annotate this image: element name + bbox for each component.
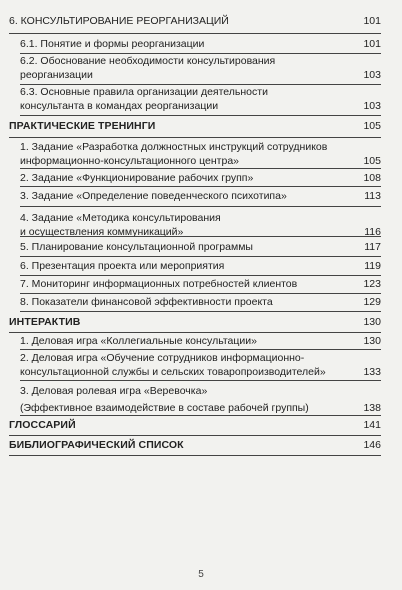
toc-divider: [9, 137, 381, 138]
toc-entry-title: 8. Показатели финансовой эффективности проекта: [20, 296, 273, 308]
toc-entry-title-line: 2. Деловая игра «Обучение сотрудников информационно-: [20, 352, 305, 364]
toc-entry-title-line: 3. Деловая ролевая игра «Веревочка»: [20, 385, 208, 397]
toc-entry-page: 101: [363, 15, 381, 27]
toc-entry-6-1: [20, 38, 381, 52]
page-number: 5: [198, 569, 204, 580]
toc-entry-6-3: [20, 86, 381, 114]
toc-entry-page: 138: [363, 402, 381, 414]
toc-entry-title: 3. Задание «Определение поведенческого психотипа»: [20, 190, 287, 202]
toc-divider: [20, 311, 381, 312]
toc-entry-game-3: [20, 385, 381, 413]
toc-heading-bibliography: [9, 439, 381, 453]
toc-entry-title: 2. Задание «Функционирование рабочих групп»: [20, 172, 254, 184]
toc-divider: [20, 236, 381, 237]
toc-entry-title-line: 1. Задание «Разработка должностных инструкций сотрудников: [20, 141, 328, 153]
toc-entry-title-line: реорганизации: [20, 69, 93, 81]
toc-entry-page: 116: [364, 226, 381, 238]
toc-entry-item-5: [20, 241, 381, 255]
toc-divider: [20, 293, 381, 294]
toc-entry-title-line: 6.2. Обоснование необходимости консультирования: [20, 55, 276, 67]
toc-entry-section-6: [9, 15, 381, 29]
toc-divider: [20, 380, 381, 381]
toc-entry-title: 6. КОНСУЛЬТИРОВАНИЕ РЕОРГАНИЗАЦИЙ: [9, 15, 229, 27]
toc-entry-page: 133: [363, 366, 381, 378]
toc-entry-6-2: [20, 55, 381, 83]
toc-entry-page: 113: [364, 190, 381, 202]
toc-entry-item-6: [20, 260, 381, 274]
toc-entry-page: 105: [363, 120, 381, 132]
toc-entry-game-1: [20, 335, 381, 349]
toc-heading-glossary: [9, 419, 381, 433]
toc-heading-interactive: [9, 316, 381, 330]
toc-heading-title: ПРАКТИЧЕСКИЕ ТРЕНИНГИ: [9, 120, 156, 132]
toc-divider: [20, 115, 381, 116]
toc-divider: [20, 349, 381, 350]
toc-entry-page: 105: [363, 155, 381, 167]
toc-entry-title-line: 4. Задание «Методика консультирования: [20, 212, 221, 224]
toc-divider: [20, 84, 381, 85]
toc-heading-practical-trainings: [9, 120, 381, 134]
toc-divider: [9, 33, 381, 34]
toc-entry-page: 119: [364, 260, 381, 272]
toc-entry-page: 123: [363, 278, 381, 290]
toc-divider: [20, 168, 381, 169]
toc-entry-page: 108: [363, 172, 381, 184]
toc-entry-title-line: информационно-консультационного центра»: [20, 155, 239, 167]
toc-heading-title: ГЛОССАРИЙ: [9, 419, 76, 431]
toc-entry-page: 146: [363, 439, 381, 451]
toc-entry-title: 5. Планирование консультационной программы: [20, 241, 253, 253]
toc-divider: [20, 256, 381, 257]
toc-entry-page: 103: [363, 100, 381, 112]
toc-entry-page: 130: [363, 316, 381, 328]
toc-entry-title: 6.1. Понятие и формы реорганизации: [20, 38, 205, 50]
toc-heading-title: БИБЛИОГРАФИЧЕСКИЙ СПИСОК: [9, 439, 184, 451]
toc-entry-item-7: [20, 278, 381, 292]
toc-entry-title: 7. Мониторинг информационных потребностей клиентов: [20, 278, 298, 290]
toc-entry-task-3: [20, 190, 381, 204]
toc-divider: [9, 435, 381, 436]
toc-entry-title-line: (Эффективное взаимодействие в составе рабочей группы): [20, 402, 309, 414]
toc-entry-game-2: [20, 352, 381, 380]
toc-entry-title-line: консультационной службы и сельских товаропроизводителей»: [20, 366, 326, 378]
toc-entry-page: 101: [363, 38, 381, 50]
toc-entry-page: 130: [363, 335, 381, 347]
toc-entry-page: 129: [363, 296, 381, 308]
toc-entry-title-line: и осуществления коммуникаций»: [20, 226, 184, 238]
toc-divider: [9, 332, 381, 333]
toc-entry-title-line: консультанта в командах реорганизации: [20, 100, 219, 112]
toc-entry-title-line: 6.3. Основные правила организации деятельности: [20, 86, 268, 98]
toc-entry-title: 1. Деловая игра «Коллегиальные консультации»: [20, 335, 257, 347]
toc-divider: [9, 455, 381, 456]
toc-divider: [20, 415, 381, 416]
toc-heading-title: ИНТЕРАКТИВ: [9, 316, 81, 328]
toc-divider: [20, 53, 381, 54]
toc-divider: [20, 206, 381, 207]
toc-entry-item-8: [20, 296, 381, 310]
toc-entry-page: 103: [363, 69, 381, 81]
toc-entry-task-1: [20, 141, 381, 169]
toc-entry-title: 6. Презентация проекта или мероприятия: [20, 260, 225, 272]
toc-entry-page: 141: [363, 419, 381, 431]
toc-divider: [20, 275, 381, 276]
toc-entry-page: 117: [364, 241, 381, 253]
toc-divider: [20, 186, 381, 187]
toc-entry-task-2: [20, 172, 381, 186]
